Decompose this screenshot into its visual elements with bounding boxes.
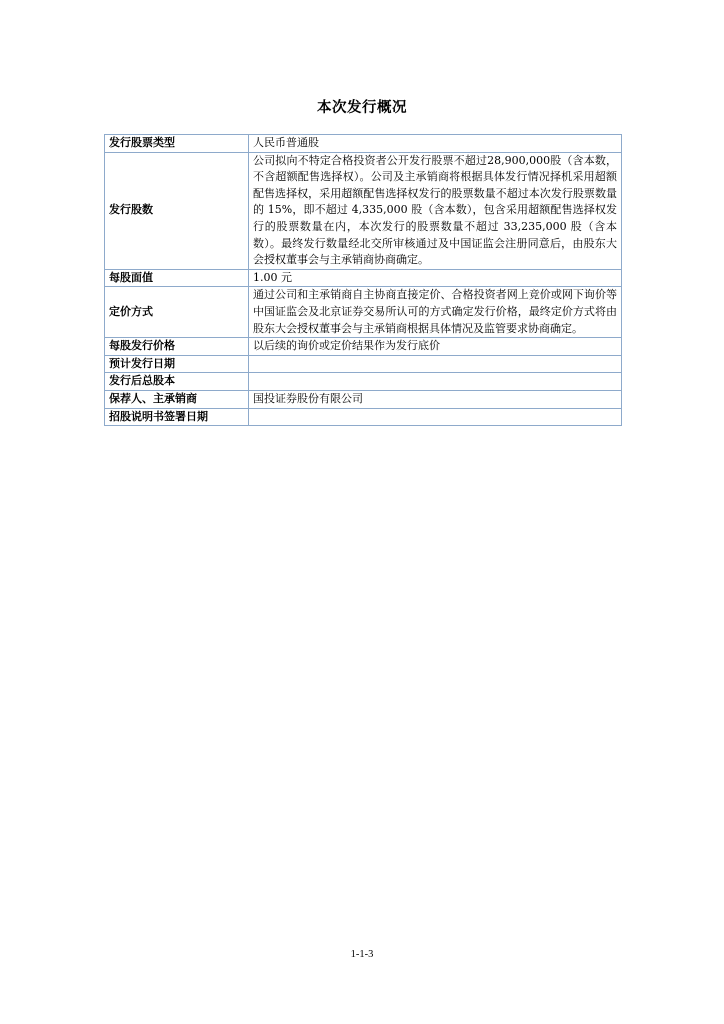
offering-summary-table: [104, 134, 622, 426]
row-value: [249, 373, 622, 391]
row-label: 发行后总股本: [105, 373, 249, 391]
table-row-share-count: [105, 152, 622, 269]
table-row-pricing-method: [105, 287, 622, 338]
table-row-issue-date: [105, 355, 622, 373]
row-label: 保荐人、主承销商: [105, 390, 249, 408]
row-label: 定价方式: [105, 287, 249, 338]
row-value: 以后续的询价或定价结果作为发行底价: [249, 338, 622, 356]
page-title: 本次发行概况: [317, 100, 407, 116]
row-value: [249, 408, 622, 426]
table-row-issue-price: [105, 338, 622, 356]
page-number: 1-1-3: [350, 949, 374, 960]
table-row-par-value: [105, 269, 622, 287]
row-label: 每股发行价格: [105, 338, 249, 356]
row-value: 1.00 元: [249, 269, 622, 287]
row-value: 人民币普通股: [249, 135, 622, 153]
row-label: 预计发行日期: [105, 355, 249, 373]
row-value: 通过公司和主承销商自主协商直接定价、合格投资者网上竞价或网下询价等中国证监会及北京证券交易所认可的方式确定发行价格，最终定价方式将由股东大会授权董事会与主承销商根据具体情况及监管要求协商确定。: [249, 287, 622, 338]
row-label: 每股面值: [105, 269, 249, 287]
table-row-signing-date: [105, 408, 622, 426]
table-row-total-shares: [105, 373, 622, 391]
row-label: 发行股数: [105, 152, 249, 269]
table-row-sponsor: [105, 390, 622, 408]
row-value: 国投证券股份有限公司: [249, 390, 622, 408]
row-label: 发行股票类型: [105, 135, 249, 153]
row-label: 招股说明书签署日期: [105, 408, 249, 426]
row-value: [249, 355, 622, 373]
row-value: 公司拟向不特定合格投资者公开发行股票不超过28,900,000股（含本数，不含超额配售选择权）。公司及主承销商将根据具体发行情况择机采用超额配售选择权，采用超额配售选择权发行的股票数量不超过本次发行股票数量的 15%，即不超过 4,335,000 股（含本数），包含采用超额配售选择权发行的股票数量在内，本次发行的股票数量不超过 33,235,000 股（含本数）。最终发行数量经北交所审核通过及中国证监会注册同意后，由股东大会授权董事会与主承销商协商确定。: [249, 152, 622, 269]
table-row-stock-type: [105, 135, 622, 153]
